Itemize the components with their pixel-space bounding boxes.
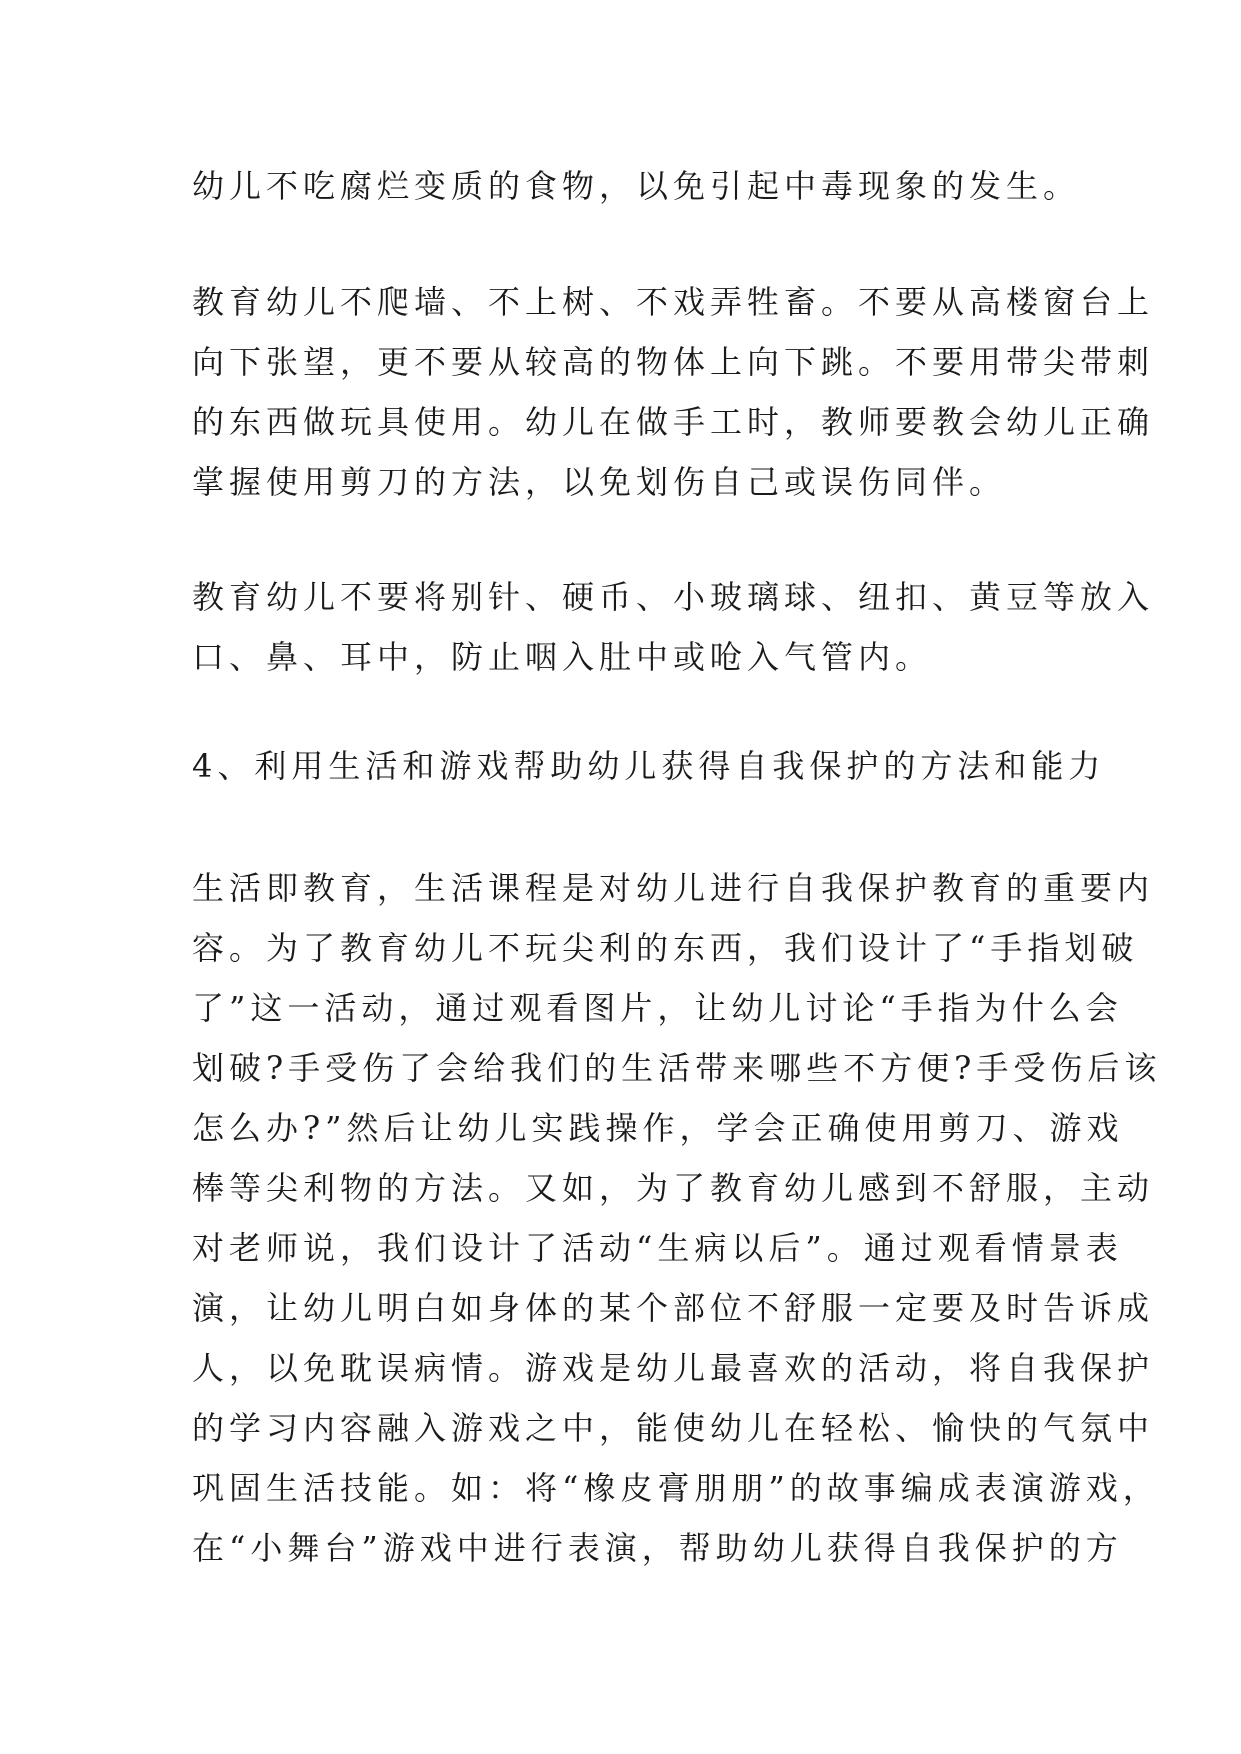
paragraph-climbing-safety [192, 272, 1155, 512]
paragraph-small-objects-safety [192, 567, 1155, 687]
text-line: 教育幼儿不爬墙、不上树、不戏弄牲畜。不要从高楼窗台上 [192, 283, 1155, 321]
text-line: 幼儿不吃腐烂变质的食物，以免引起中毒现象的发生。 [192, 167, 1081, 205]
text-line: 对老师说，我们设计了活动“生病以后”。通过观看情景表 [192, 1229, 1123, 1267]
paragraph-food-safety [192, 156, 1081, 216]
text-line: 棒等尖利物的方法。又如，为了教育幼儿感到不舒服，主动 [192, 1169, 1155, 1207]
text-line: 口、鼻、耳中，防止咽入肚中或呛入气管内。 [192, 638, 933, 676]
text-line: 怎么办?”然后让幼儿实践操作，学会正确使用剪刀、游戏 [192, 1109, 1124, 1147]
text-line: 掌握使用剪刀的方法，以免划伤自己或误伤同伴。 [192, 463, 1007, 501]
text-line: 在“小舞台”游戏中进行表演，帮助幼儿获得自我保护的方 [192, 1529, 1123, 1567]
text-line: 演，让幼儿明白如身体的某个部位不舒服一定要及时告诉成 [192, 1289, 1155, 1327]
text-line: 容。为了教育幼儿不玩尖利的东西，我们设计了“手指划破 [192, 929, 1139, 967]
text-line: 划破?手受伤了会给我们的生活带来哪些不方便?手受伤后该 [192, 1049, 1162, 1087]
paragraph-life-and-games [192, 858, 1162, 1578]
text-line: 生活即教育，生活课程是对幼儿进行自我保护教育的重要内 [192, 869, 1155, 907]
text-line: 的东西做玩具使用。幼儿在做手工时，教师要教会幼儿正确 [192, 403, 1155, 441]
text-line: 了”这一活动，通过观看图片，让幼儿讨论“手指为什么会 [192, 989, 1123, 1027]
text-line: 向下张望，更不要从较高的物体上向下跳。不要用带尖带刺 [192, 343, 1155, 381]
text-line: 人，以免耽误病情。游戏是幼儿最喜欢的活动，将自我保护 [192, 1349, 1155, 1387]
text-line: 巩固生活技能。如：将“橡皮膏朋朋”的故事编成表演游戏， [192, 1469, 1160, 1507]
section-heading [192, 736, 1106, 796]
heading-text: 4、利用生活和游戏帮助幼儿获得自我保护的方法和能力 [192, 747, 1106, 785]
text-line: 的学习内容融入游戏之中，能使幼儿在轻松、愉快的气氛中 [192, 1409, 1155, 1447]
text-line: 教育幼儿不要将别针、硬币、小玻璃球、纽扣、黄豆等放入 [192, 578, 1155, 616]
